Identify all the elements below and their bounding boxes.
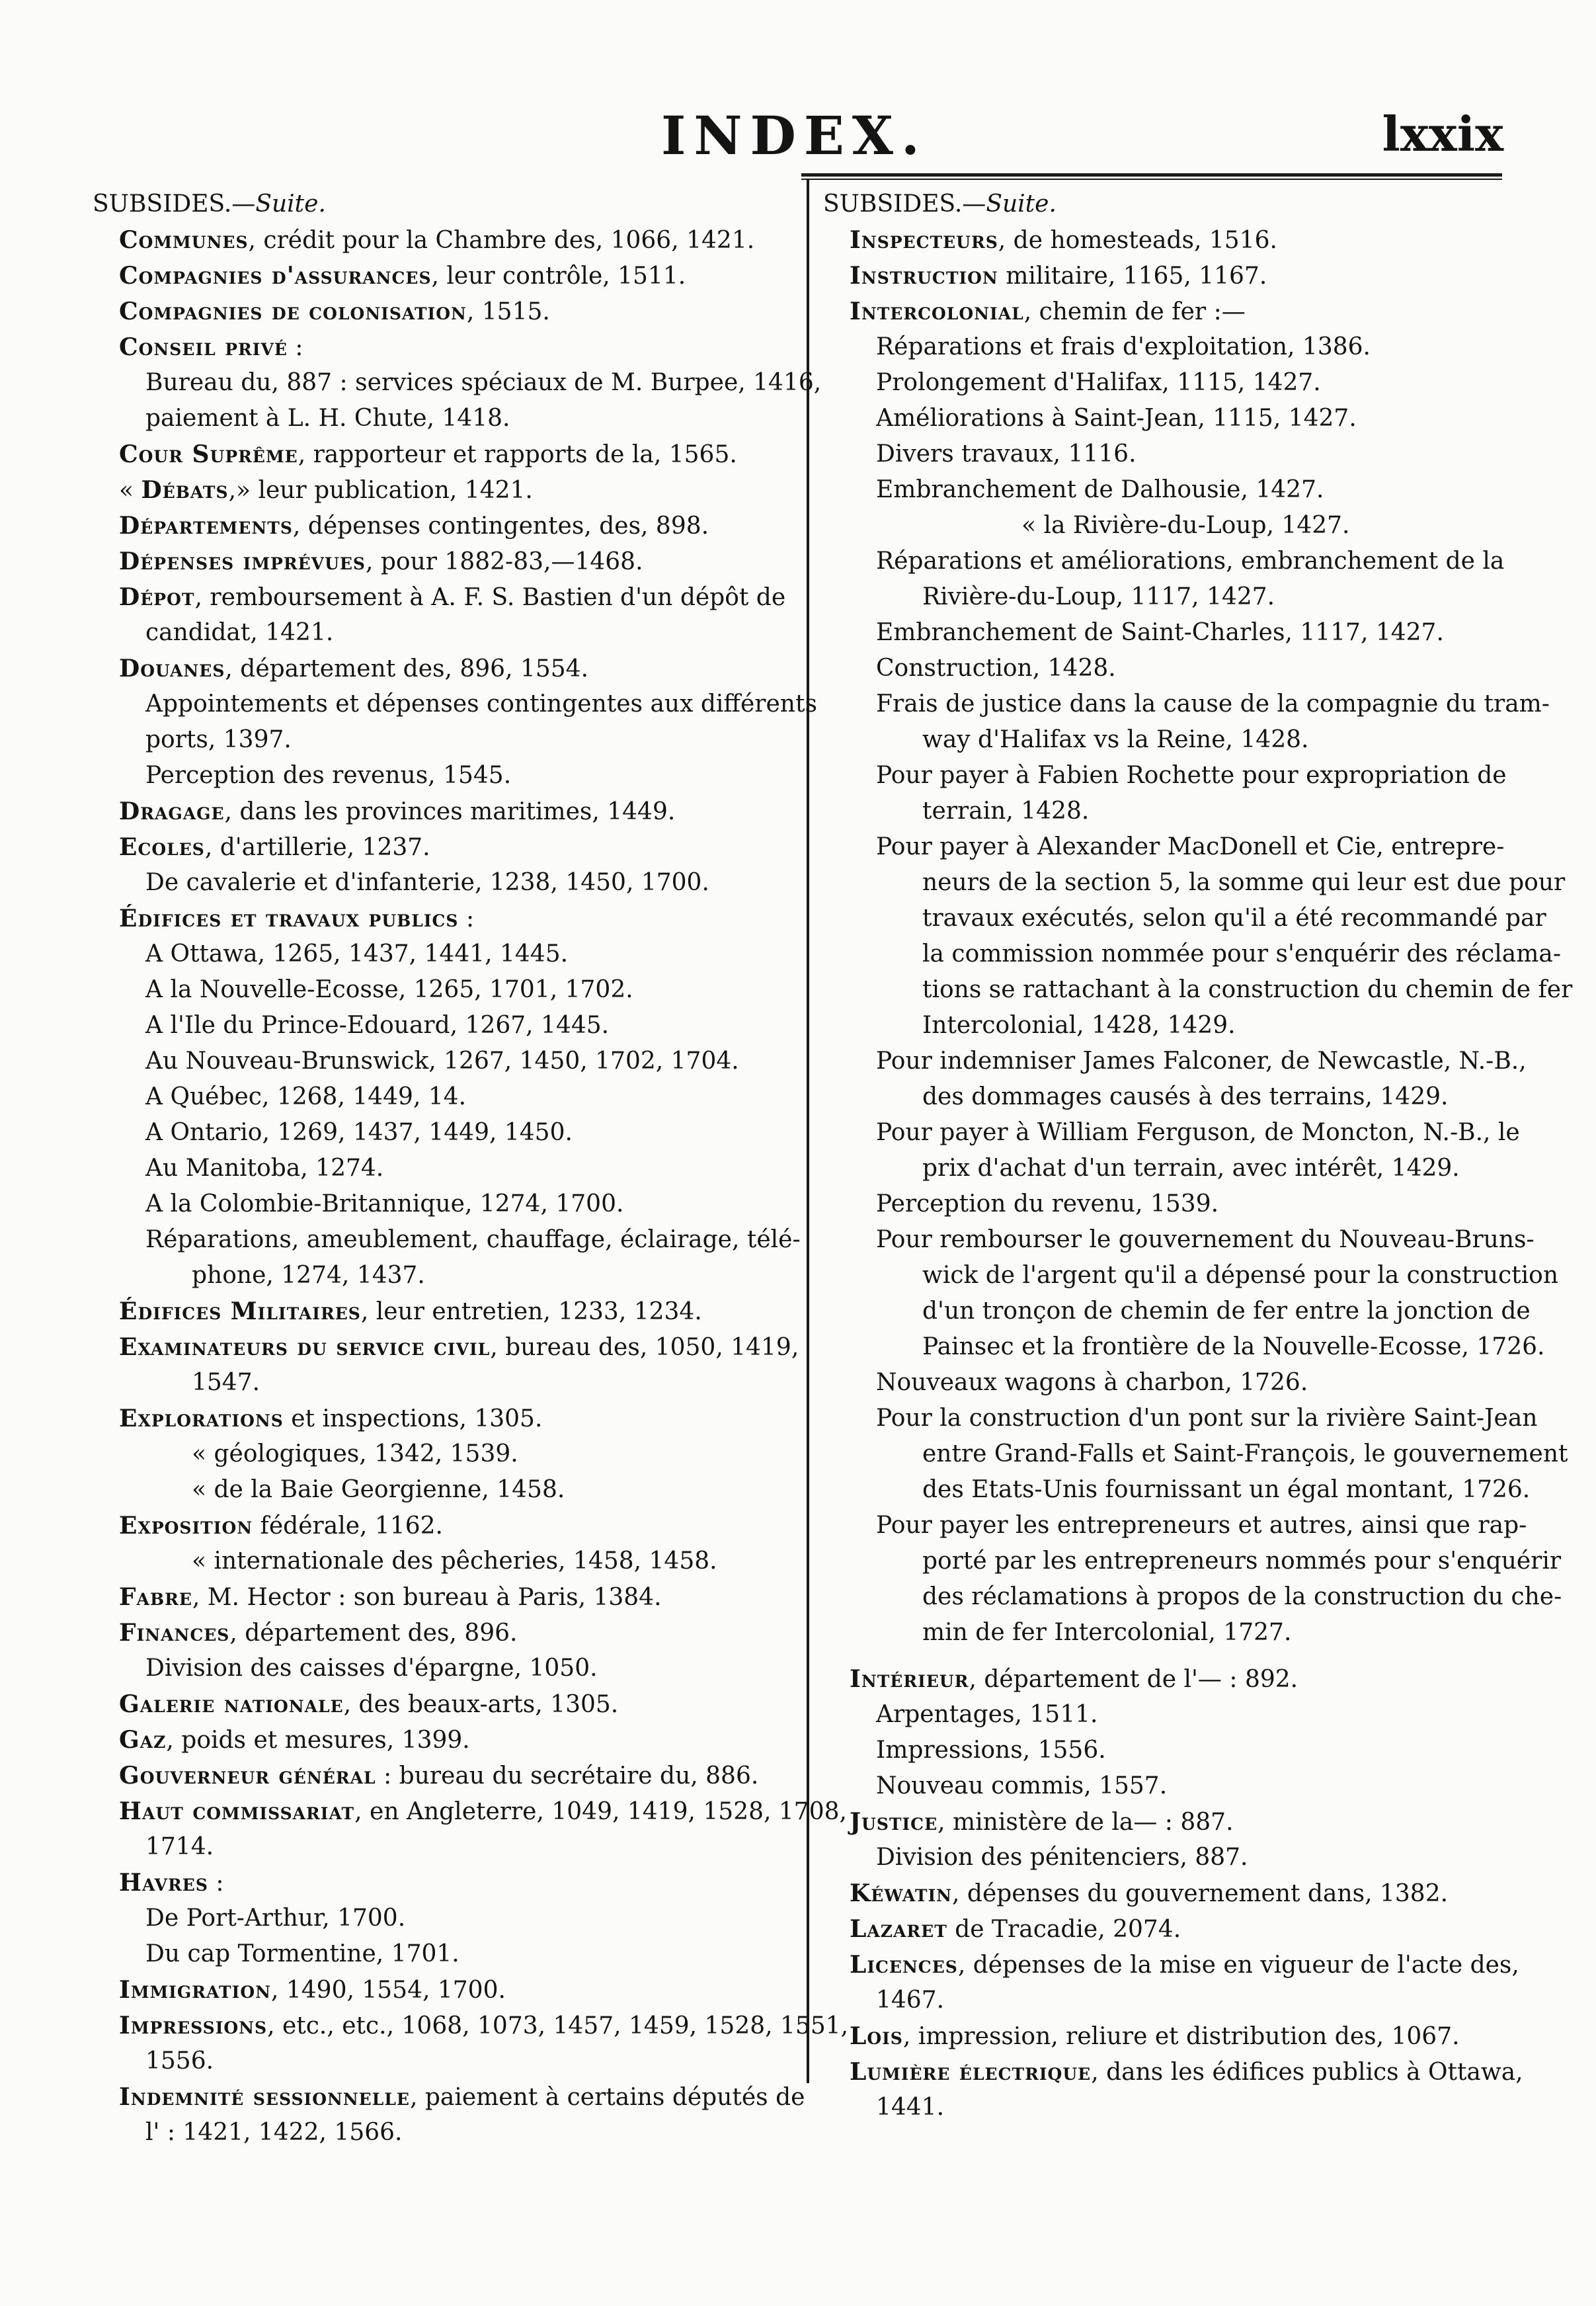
entry-text: d'un tronçon de chemin de fer entre la jonction de: [922, 1297, 1531, 1325]
entry-text: entre Grand-Falls et Saint-François, le gouvernement: [922, 1440, 1568, 1467]
index-entry: [823, 222, 1511, 258]
index-entry: [93, 258, 800, 294]
entry-text: , des beaux-arts, 1305.: [343, 1691, 619, 1718]
entry-heading: Lazaret: [850, 1915, 947, 1943]
entry-text: Perception des revenus, 1545.: [145, 762, 512, 789]
entry-text: De Port-Arthur, 1700.: [145, 1905, 406, 1932]
entry-text: tions se rattachant à la construction du chemin de fer: [922, 976, 1573, 1003]
entry-heading: Communes: [119, 226, 249, 254]
index-entry: [823, 1911, 1511, 1947]
index-entry: [823, 615, 1511, 651]
entry-text: :: [458, 905, 475, 932]
entry-text: Pour payer à William Ferguson, de Moncton, N.-B., le: [876, 1119, 1520, 1146]
entry-text: , rapporteur et rapports de la, 1565.: [298, 441, 737, 468]
index-entry: [93, 579, 800, 615]
entry-heading: Édifices et travaux publics: [119, 905, 459, 932]
entry-heading: Douanes: [119, 655, 225, 682]
index-entry: [93, 544, 800, 579]
entry-text: 1441.: [876, 2094, 945, 2121]
entry-heading: Intercolonial: [850, 298, 1024, 325]
entry-text: militaire, 1165, 1167.: [998, 263, 1267, 290]
index-entry: [93, 1258, 800, 1294]
entry-text: , dépenses de la mise en vigueur de l'acte des,: [957, 1952, 1519, 1979]
index-entry: [93, 1044, 800, 1079]
entry-text: , etc., etc., 1068, 1073, 1457, 1459, 1528, 1551,: [267, 2012, 849, 2039]
index-entry: [823, 1840, 1511, 1875]
entry-text: Pour payer les entrepreneurs et autres, ainsi que rap-: [876, 1512, 1527, 1539]
entry-text: Rivière-du-Loup, 1117, 1427.: [922, 583, 1275, 610]
entry-heading: Exposition: [119, 1512, 253, 1540]
entry-text: « géologiques, 1342, 1539.: [192, 1440, 518, 1467]
entry-text: Réparations et frais d'exploitation, 1386.: [876, 333, 1371, 360]
entry-heading: Havres: [119, 1869, 208, 1897]
index-entry: [93, 1865, 800, 1901]
index-entry: [93, 1008, 800, 1044]
index-entry: [823, 1365, 1511, 1401]
index-entry: [93, 186, 800, 222]
entry-text: Intercolonial, 1428, 1429.: [922, 1012, 1236, 1039]
index-entry: [93, 401, 800, 436]
entry-text: Embranchement de Dalhousie, 1427.: [876, 476, 1324, 503]
entry-text: A l'Ile du Prince-Edouard, 1267, 1445.: [145, 1012, 610, 1039]
index-entry: [93, 436, 800, 472]
entry-heading: Dragage: [119, 798, 225, 825]
entry-text: Impressions, 1556.: [876, 1737, 1106, 1764]
entry-heading: Gaz: [119, 1726, 167, 1754]
entry-text: travaux exécutés, selon qu'il a été recommandé par: [922, 905, 1546, 932]
entry-heading: Explorations: [119, 1405, 284, 1432]
entry-text: prix d'achat d'un terrain, avec intérêt, 1429.: [922, 1155, 1460, 1182]
index-entry: [823, 1661, 1511, 1697]
entry-text: de Tracadie, 2074.: [947, 1916, 1181, 1943]
index-entry: [823, 1508, 1527, 1544]
index-entry: [823, 651, 1511, 686]
index-entry: [93, 1508, 800, 1544]
index-entry: [823, 1472, 1531, 1508]
entry-text: Divers travaux, 1116.: [876, 440, 1137, 468]
index-entry: [823, 1983, 1511, 2018]
entry-text: Améliorations à Saint-Jean, 1115, 1427.: [876, 405, 1357, 432]
right-column: [823, 186, 1573, 2125]
index-entry: [823, 1804, 1511, 1840]
entry-text: , département des, 896.: [229, 1620, 518, 1647]
index-entry: [823, 686, 1550, 722]
index-entry: [823, 972, 1573, 1008]
index-entry: [93, 329, 800, 365]
entry-text: , de homesteads, 1516.: [998, 227, 1277, 254]
index-entry: [93, 1401, 800, 1436]
index-entry: [823, 365, 1511, 401]
entry-text: porté par les entrepreneurs nommés pour s'enquérir: [922, 1547, 1562, 1575]
index-entry: [823, 1079, 1511, 1115]
entry-heading: Débats: [141, 476, 229, 504]
index-entry: [823, 1044, 1527, 1079]
entry-text: candidat, 1421.: [145, 619, 334, 646]
entry-text: Division des pénitenciers, 887.: [876, 1844, 1248, 1871]
entry-text: des réclamations à propos de la construction du che-: [922, 1583, 1562, 1610]
index-entry: [823, 1875, 1511, 1911]
index-entry: [93, 936, 800, 972]
entry-text: Perception du revenu, 1539.: [876, 1190, 1219, 1217]
index-entry: [823, 1115, 1520, 1151]
index-entry: [93, 1151, 800, 1186]
entry-text: l' : 1421, 1422, 1566.: [145, 2119, 403, 2146]
index-entry: [823, 1222, 1535, 1258]
index-entry: [93, 1758, 800, 1793]
entry-text: , département des, 896, 1554.: [225, 655, 589, 682]
index-entry: [823, 1768, 1511, 1804]
index-entry: [93, 829, 800, 865]
entry-text: , remboursement à A. F. S. Bastien d'un dépôt de: [194, 584, 786, 611]
index-entry: [93, 1222, 800, 1258]
entry-text: , dépenses du gouvernement dans, 1382.: [952, 1880, 1449, 1907]
index-entry: [93, 2115, 800, 2151]
entry-text: , d'artillerie, 1237.: [204, 834, 430, 861]
entry-text: , paiement à certains députés de: [409, 2084, 805, 2111]
index-entry: [823, 1544, 1562, 1579]
index-entry: [823, 829, 1511, 865]
entry-text: A Ontario, 1269, 1437, 1449, 1450.: [145, 1119, 573, 1146]
entry-heading: Indemnité sessionnelle: [119, 2083, 410, 2111]
entry-text: neurs de la section 5, la somme qui leur est due pour: [922, 869, 1566, 896]
entry-text: Embranchement de Saint-Charles, 1117, 1427.: [876, 619, 1444, 646]
entry-text: 1467.: [876, 1987, 945, 2014]
index-entry: [823, 258, 1511, 294]
entry-text: 1556.: [145, 2047, 214, 2075]
entry-heading: Édifices Militaires: [119, 1297, 361, 1325]
index-entry: [93, 1115, 800, 1151]
entry-text: fédérale, 1162.: [253, 1512, 443, 1540]
entry-heading: Lumière électrique: [850, 2058, 1092, 2086]
entry-text: way d'Halifax vs la Reine, 1428.: [922, 726, 1309, 753]
entry-text: paiement à L. H. Chute, 1418.: [145, 405, 510, 432]
entry-text: , en Angleterre, 1049, 1419, 1528, 1708,: [354, 1798, 847, 1825]
index-entry: [823, 508, 1511, 544]
entry-heading: Instruction: [850, 262, 998, 290]
index-entry: [93, 1936, 800, 1972]
index-entry: [93, 686, 817, 722]
entry-heading: Conseil privé: [119, 333, 288, 361]
index-entry: [93, 758, 800, 794]
index-entry: [93, 472, 800, 508]
index-entry: [823, 1579, 1562, 1615]
index-entry: [93, 901, 800, 936]
entry-text: A Québec, 1268, 1449, 14.: [145, 1083, 467, 1110]
index-entry: [823, 794, 1511, 829]
entry-text: phone, 1274, 1437.: [192, 1262, 425, 1289]
entry-text: , impression, reliure et distribution des, 1067.: [902, 2023, 1460, 2050]
entry-text: terrain, 1428.: [922, 798, 1090, 825]
index-entry: [93, 794, 800, 829]
entry-text: Réparations et améliorations, embranchement de la: [876, 548, 1505, 575]
entry-text: «: [119, 477, 141, 504]
entry-text: Pour la construction d'un pont sur la rivière Saint-Jean: [876, 1405, 1538, 1432]
index-entry: [823, 1008, 1511, 1044]
entry-text: , M. Hector : son bureau à Paris, 1384.: [192, 1584, 662, 1611]
entry-text: SUBSIDES.—: [823, 190, 986, 218]
page-title: INDEX.: [661, 104, 928, 167]
entry-text: Pour payer à Fabien Rochette pour expropriation de: [876, 762, 1507, 789]
index-entry: [93, 2008, 849, 2043]
index-entry: [823, 865, 1566, 901]
entry-text: et inspections, 1305.: [283, 1405, 543, 1432]
entry-text: A Ottawa, 1265, 1437, 1441, 1445.: [145, 940, 569, 968]
entry-text: :: [208, 1870, 224, 1897]
index-entry: [93, 1579, 800, 1615]
entry-text: A la Colombie-Britannique, 1274, 1700.: [145, 1190, 624, 1217]
index-entry: [823, 1294, 1531, 1329]
index-entry: [823, 1436, 1568, 1472]
entry-text: Appointements et dépenses contingentes aux différents: [145, 690, 817, 718]
index-entry: [823, 2054, 1523, 2090]
entry-heading: Galerie nationale: [119, 1690, 344, 1718]
index-entry: [93, 1294, 800, 1329]
entry-text: De cavalerie et d'infanterie, 1238, 1450, 1700.: [145, 869, 709, 896]
entry-text: des dommages causés à des terrains, 1429.: [922, 1083, 1449, 1110]
entry-text: ports, 1397.: [145, 726, 292, 753]
index-entry: [93, 1186, 800, 1222]
index-entry: [823, 1947, 1519, 1983]
index-entry: [823, 2018, 1511, 2054]
index-entry: [823, 1151, 1511, 1186]
entry-text: , dans les édifices publics à Ottawa,: [1091, 2059, 1523, 2086]
entry-text: , crédit pour la Chambre des, 1066, 1421.: [248, 227, 755, 254]
index-entry: [823, 2090, 1511, 2125]
entry-heading: Compagnies d'assurances: [119, 262, 432, 290]
entry-text: , 1490, 1554, 1700.: [270, 1977, 506, 2004]
index-entry: [823, 472, 1511, 508]
entry-heading: Compagnies de colonisation: [119, 298, 467, 325]
entry-text: SUBSIDES.—: [93, 190, 256, 218]
index-entry: [93, 1901, 800, 1936]
entry-text: des Etats-Unis fournissant un égal montant, 1726.: [922, 1476, 1531, 1503]
index-entry: [93, 1329, 800, 1365]
entry-heading: Dépenses imprévues: [119, 548, 366, 575]
index-entry: [823, 1258, 1559, 1294]
entry-text: 1714.: [145, 1833, 214, 1860]
entry-text: Pour payer à Alexander MacDonell et Cie, entrepre-: [876, 833, 1505, 860]
entry-text: Pour indemniser James Falconer, de Newcastle, N.-B.,: [876, 1048, 1527, 1075]
index-entry: [823, 579, 1511, 615]
entry-text: Painsec et la frontière de la Nouvelle-Ecosse, 1726.: [922, 1333, 1545, 1360]
entry-heading: Départements: [119, 512, 293, 540]
index-entry: [93, 508, 800, 544]
entry-text: Division des caisses d'épargne, 1050.: [145, 1655, 598, 1682]
index-entry: [823, 186, 1511, 222]
index-entry: [93, 651, 800, 686]
index-entry: [823, 1733, 1511, 1768]
entry-text: Nouveau commis, 1557.: [876, 1772, 1168, 1799]
entry-text: , poids et mesures, 1399.: [166, 1727, 470, 1754]
entry-heading: Dépot: [119, 583, 195, 611]
index-entry: [93, 1615, 800, 1651]
entry-italic: Suite.: [255, 190, 326, 218]
index-entry: [93, 1544, 800, 1579]
entry-text: , bureau des, 1050, 1419,: [490, 1334, 799, 1361]
index-entry: [823, 936, 1562, 972]
entry-text: , dans les provinces maritimes, 1449.: [224, 798, 676, 825]
entry-text: Réparations, ameublement, chauffage, éclairage, télé-: [145, 1226, 801, 1253]
entry-text: min de fer Intercolonial, 1727.: [922, 1619, 1292, 1646]
entry-gap: [823, 1651, 1511, 1661]
index-entry: [823, 1401, 1538, 1436]
entry-heading: Cour Suprême: [119, 440, 298, 468]
index-entry: [823, 1329, 1545, 1365]
header-rule-thin: [801, 179, 1502, 180]
entry-text: « internationale des pêcheries, 1458, 1458.: [192, 1547, 717, 1575]
index-entry: [823, 1615, 1511, 1651]
entry-text: Au Nouveau-Brunswick, 1267, 1450, 1702, 1704.: [145, 1048, 739, 1075]
entry-heading: Kéwatin: [850, 1879, 953, 1907]
index-entry: [93, 1436, 800, 1472]
entry-text: :: [287, 334, 303, 361]
index-entry: [93, 722, 800, 758]
entry-text: Arpentages, 1511.: [876, 1701, 1098, 1728]
index-entry: [823, 758, 1511, 794]
entry-text: , 1515.: [466, 298, 550, 325]
index-entry: [823, 1186, 1511, 1222]
index-entry: [823, 722, 1511, 758]
entry-text: Au Manitoba, 1274.: [145, 1155, 384, 1182]
entry-text: « la Rivière-du-Loup, 1427.: [1021, 512, 1350, 539]
index-entry: [93, 222, 800, 258]
entry-text: Du cap Tormentine, 1701.: [145, 1940, 459, 1967]
entry-text: , leur contrôle, 1511.: [431, 263, 686, 290]
index-entry: [93, 1722, 800, 1758]
index-entry: [93, 972, 800, 1008]
entry-text: , chemin de fer :—: [1023, 298, 1246, 325]
index-entry: [823, 544, 1511, 579]
entry-heading: Fabre: [119, 1583, 192, 1611]
entry-text: : bureau du secrétaire du, 886.: [376, 1762, 759, 1790]
index-entry: [93, 365, 822, 401]
index-entry: [823, 401, 1511, 436]
entry-text: la commission nommée pour s'enquérir des réclama-: [922, 940, 1562, 968]
entry-heading: Licences: [850, 1951, 958, 1979]
entry-text: Bureau du, 887 : services spéciaux de M. Burpee, 1416,: [145, 369, 822, 396]
index-entry: [93, 1972, 800, 2008]
entry-heading: Intérieur: [850, 1665, 969, 1693]
index-entry: [823, 1697, 1511, 1733]
entry-heading: Justice: [850, 1808, 938, 1836]
entry-text: Nouveaux wagons à charbon, 1726.: [876, 1369, 1308, 1396]
entry-text: Prolongement d'Halifax, 1115, 1427.: [876, 369, 1321, 396]
entry-text: , pour 1882-83,—1468.: [365, 548, 643, 575]
index-entry: [93, 1365, 800, 1401]
entry-heading: Haut commissariat: [119, 1797, 355, 1825]
index-entry: [93, 2043, 800, 2079]
index-entry: [93, 1686, 800, 1722]
index-entry: [93, 294, 800, 329]
left-column: [93, 186, 849, 2151]
entry-heading: Examinateurs du service civil: [119, 1333, 491, 1361]
entry-heading: Inspecteurs: [850, 226, 998, 254]
entry-heading: Ecoles: [119, 833, 205, 861]
entry-text: wick de l'argent qu'il a dépensé pour la construction: [922, 1262, 1559, 1289]
entry-text: , leur entretien, 1233, 1234.: [360, 1298, 702, 1325]
entry-text: , département de l'— : 892.: [969, 1666, 1298, 1693]
entry-text: A la Nouvelle-Ecosse, 1265, 1701, 1702.: [145, 976, 633, 1003]
index-entry: [93, 1079, 800, 1115]
entry-text: Construction, 1428.: [876, 655, 1116, 682]
entry-text: , ministère de la— : 887.: [938, 1809, 1234, 1836]
index-entry: [823, 901, 1546, 936]
entry-text: ,» leur publication, 1421.: [228, 477, 533, 504]
entry-text: Frais de justice dans la cause de la compagnie du tram-: [876, 690, 1550, 718]
entry-heading: Gouverneur général: [119, 1762, 376, 1790]
entry-heading: Impressions: [119, 2012, 268, 2039]
index-entry: [93, 1472, 800, 1508]
entry-text: 1547.: [192, 1369, 260, 1396]
index-entry: [93, 865, 800, 901]
entry-text: Pour rembourser le gouvernement du Nouveau-Bruns-: [876, 1226, 1535, 1253]
index-entry: [823, 436, 1511, 472]
index-entry: [93, 615, 800, 651]
entry-text: « de la Baie Georgienne, 1458.: [192, 1476, 565, 1503]
index-entry: [93, 1829, 800, 1865]
entry-heading: Lois: [850, 2022, 903, 2050]
entry-heading: Finances: [119, 1619, 230, 1647]
page-number: lxxix: [1382, 106, 1503, 162]
entry-text: , dépenses contingentes, des, 898.: [292, 513, 709, 540]
index-entry: [93, 1793, 847, 1829]
index-entry: [823, 329, 1511, 365]
index-entry: [93, 1651, 800, 1686]
entry-italic: Suite.: [986, 190, 1057, 218]
index-entry: [823, 294, 1511, 329]
header-rule: [801, 173, 1502, 177]
entry-heading: Immigration: [119, 1976, 271, 2004]
index-entry: [93, 2079, 805, 2115]
